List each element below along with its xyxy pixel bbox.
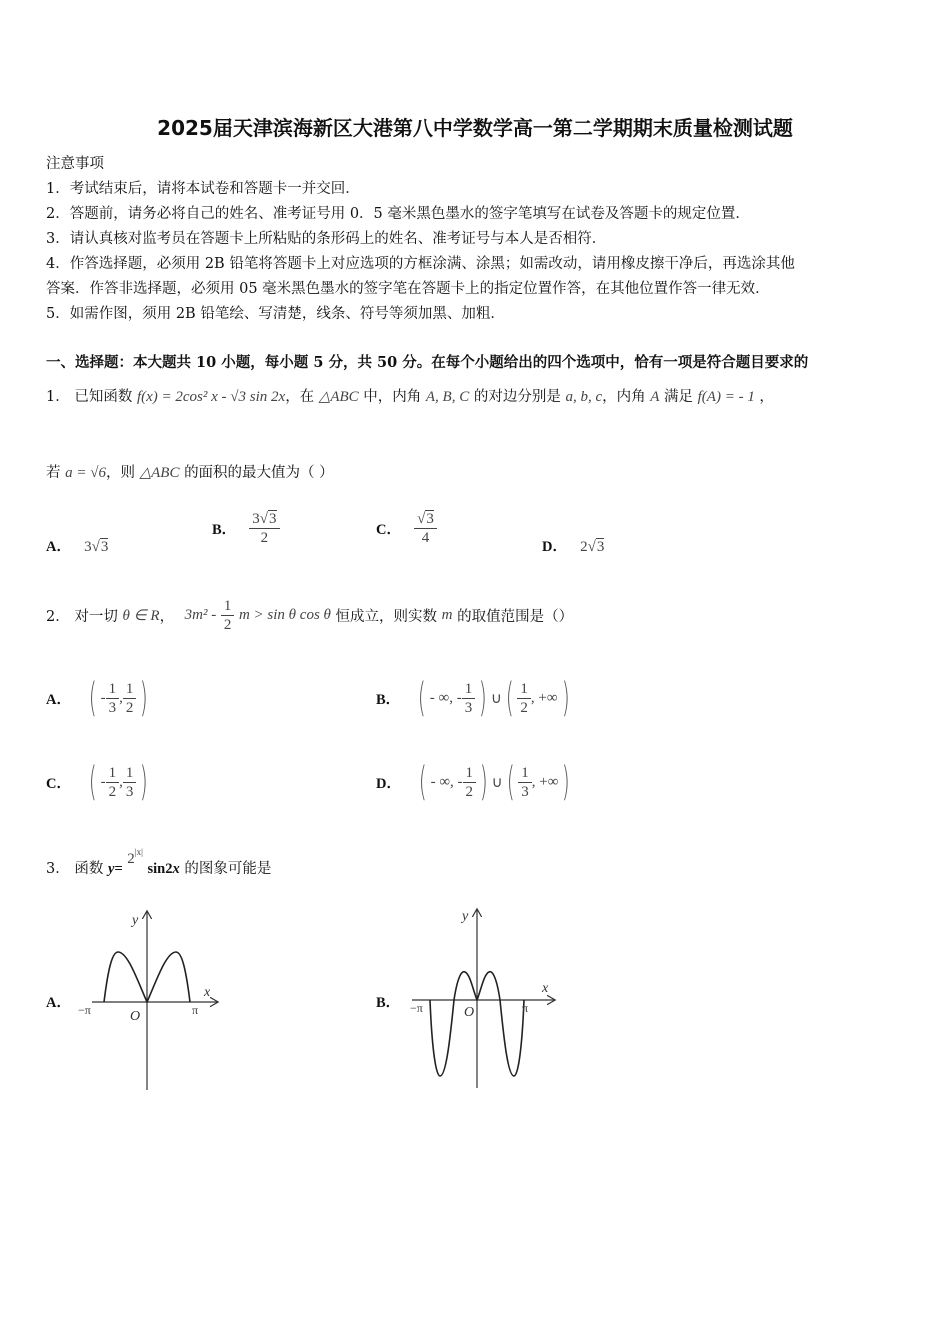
q2-text: 对一切 (74, 609, 118, 625)
q2-option-d[interactable]: D． ( - ∞, - $\frac{1}{2}$ ) ∪ ( $\frac{1}{3}$ , +∞ ) (376, 759, 571, 805)
page-title: 2025届天津滨海新区大港第八中学数学高一第二学期期末质量检测试题 (157, 116, 793, 140)
note-item: 2．答题前，请务必将自己的姓名、准考证号用 0．5 毫米黑色墨水的签字笔填写在试卷及答题卡的规定位置． (46, 206, 750, 222)
q3-text: 的图象可能是 (184, 861, 272, 877)
q1-text: 中，内角 (363, 389, 422, 405)
frac-num-radicand: 3 (269, 511, 277, 527)
frac-denominator: 2 (108, 783, 117, 800)
question-2 (46, 597, 573, 634)
option-coef: 2 (580, 539, 588, 555)
q3-text: 函数 (74, 861, 104, 877)
q3-exponent: |x| (134, 847, 143, 857)
frac-denominator: 2 (125, 699, 134, 716)
frac-denominator: 3 (464, 699, 473, 716)
option-coef: 3 (84, 539, 92, 555)
origin-label: O (130, 1009, 141, 1024)
interval-part: , +∞ (530, 689, 558, 706)
q3-fn: sin2 (147, 861, 173, 877)
q3-base: 2 (127, 851, 135, 867)
q1-text: ，在 (285, 389, 315, 405)
note-item: 3．请认真核对监考员在答题卡上所粘贴的条形码上的姓名、准考证号与本人是否相符． (46, 231, 607, 247)
q2-text: 的取值范围是（） (457, 609, 574, 625)
q2-theta: θ ∈ R (122, 608, 160, 624)
option-label: D． (376, 775, 401, 792)
frac-denominator: 3 (108, 699, 117, 716)
q1-text: 满足 (664, 389, 694, 405)
note-item: 1．考试结束后，请将本试卷和答题卡一并交回． (46, 181, 360, 197)
q2-lhs: 3m² - (184, 607, 217, 623)
q1-number: 1． (46, 389, 70, 405)
q2-number: 2． (46, 609, 70, 625)
q1-text: ，内角 (602, 389, 646, 405)
q1-text: ，则 (105, 465, 135, 481)
q1-text: 若 (46, 465, 61, 481)
option-radicand: 3 (100, 539, 109, 555)
neg-pi-label: −π (78, 1003, 91, 1017)
frac-num-coef: 3 (252, 511, 260, 527)
q1-option-d[interactable]: D． 2√3 (542, 539, 605, 555)
q1-option-c[interactable]: C． $\frac{√3}{4}$ (376, 510, 437, 547)
option-label: A． (46, 539, 71, 555)
option-radicand: 3 (596, 539, 605, 555)
interval-part: , +∞ (531, 773, 559, 790)
q3-option-a-label[interactable]: A． (46, 995, 71, 1011)
axis-y-label: y (132, 913, 139, 928)
q1-angle-a: A (650, 389, 660, 405)
frac-numerator: 1 (106, 680, 120, 699)
axis-y-label: y (462, 909, 469, 924)
frac-numerator: 1 (123, 680, 137, 699)
q3-y: y= (107, 861, 123, 877)
q2-option-a[interactable]: A． ( - $\frac{1}{3}$ , $\frac{1}{2}$ ) (46, 675, 149, 721)
union-symbol: ∪ (490, 690, 502, 707)
neg-pi-label: −π (410, 1001, 423, 1015)
q2-text: ， (159, 609, 175, 625)
frac-numerator: 1 (123, 764, 137, 783)
frac-denominator: 3 (521, 783, 529, 800)
q3-number: 3． (46, 861, 70, 877)
question-3 (46, 847, 272, 878)
q1-option-b[interactable]: B． $\frac{3√3}{2}$ (212, 510, 280, 547)
q1-text: 的面积的最大值为（ ） (184, 465, 334, 481)
frac-denominator: 3 (125, 783, 134, 800)
frac-numerator: 1 (518, 764, 532, 783)
frac-numerator: 1 (517, 680, 531, 699)
interval-part: - ∞, - (429, 689, 462, 706)
q1-condition: f(A) = - 1 (697, 389, 755, 405)
frac-numerator: 1 (221, 597, 235, 616)
q1-text: 已知函数 (74, 389, 133, 405)
option-label: A． (46, 691, 71, 708)
q1-triangle: △ABC (318, 389, 359, 405)
q2-text: 恒成立，则实数 (335, 609, 438, 625)
question-1-line-2 (46, 461, 334, 482)
frac-denominator: 2 (223, 617, 232, 633)
union-symbol: ∪ (491, 774, 503, 791)
q1-text: 的对边分别是 (473, 389, 561, 405)
pi-label: π (522, 1001, 529, 1015)
section-heading: 一、选择题：本大题共 10 小题，每小题 5 分，共 50 分。在每个小题给出的四个选项中，恰有一项是符合题目要求的 (46, 354, 809, 371)
frac-numerator: 1 (106, 764, 120, 783)
note-item: 4．作答选择题，必须用 2B 铅笔将答题卡上对应选项的方框涂满、涂黑；如需改动，请用橡皮擦干净后，再选涂其他 (46, 256, 795, 272)
q3-graph-b[interactable] (402, 900, 562, 1100)
frac-denominator: 4 (421, 530, 430, 546)
option-label: C． (376, 522, 401, 538)
q2-m: m (441, 607, 453, 623)
q3-graph-a[interactable] (72, 900, 232, 1100)
option-label: C． (46, 775, 71, 792)
option-label: D． (542, 539, 567, 555)
q3-option-b-label[interactable]: B． (376, 995, 401, 1011)
frac-num-radicand: 3 (426, 511, 434, 527)
q1-text: ， (759, 389, 774, 405)
origin-label: O (464, 1005, 475, 1020)
frac-denominator: 2 (260, 530, 269, 546)
q1-a-condition: a = √6 (65, 465, 106, 481)
interval-sign: - (100, 773, 106, 790)
frac-denominator: 2 (520, 699, 528, 716)
pi-label: π (192, 1003, 199, 1017)
frac-numerator: 1 (462, 680, 476, 699)
frac-numerator: 1 (463, 764, 477, 783)
note-item: 5．如需作图，须用 2B 铅笔绘、写清楚，线条、符号等须加黑、加粗． (46, 306, 505, 322)
interval-sign: - (100, 689, 106, 706)
interval-part: - ∞, - (430, 773, 463, 790)
question-1-line-1 (46, 385, 774, 406)
notes-heading: 注意事项 (46, 156, 104, 172)
axis-x-label: x (204, 985, 211, 1000)
q1-function: f(x) = 2cos² x - √3 sin 2x (136, 389, 286, 405)
q1-sides: a, b, c (565, 389, 603, 405)
q1-triangle: △ABC (139, 465, 180, 481)
q2-option-b[interactable]: B． ( - ∞, - $\frac{1}{3}$ ) ∪ ( $\frac{1}{2}$ , +∞ ) (376, 675, 570, 721)
frac-denominator: 2 (465, 783, 474, 800)
q3-x: x (172, 861, 180, 877)
q1-angles: A, B, C (425, 389, 470, 405)
q2-option-c[interactable]: C． ( - $\frac{1}{2}$ , $\frac{1}{3}$ ) (46, 759, 149, 805)
q2-rhs: m > sin θ cos θ (238, 607, 331, 623)
axis-x-label: x (542, 981, 549, 996)
option-label: B． (212, 522, 237, 538)
q1-option-a[interactable]: A． 3√3 (46, 539, 109, 555)
option-label: B． (376, 691, 401, 708)
note-item: 答案．作答非选择题，必须用 05 毫米黑色墨水的签字笔在答题卡上的指定位置作答，在其他位置作答一律无效． (46, 281, 770, 297)
